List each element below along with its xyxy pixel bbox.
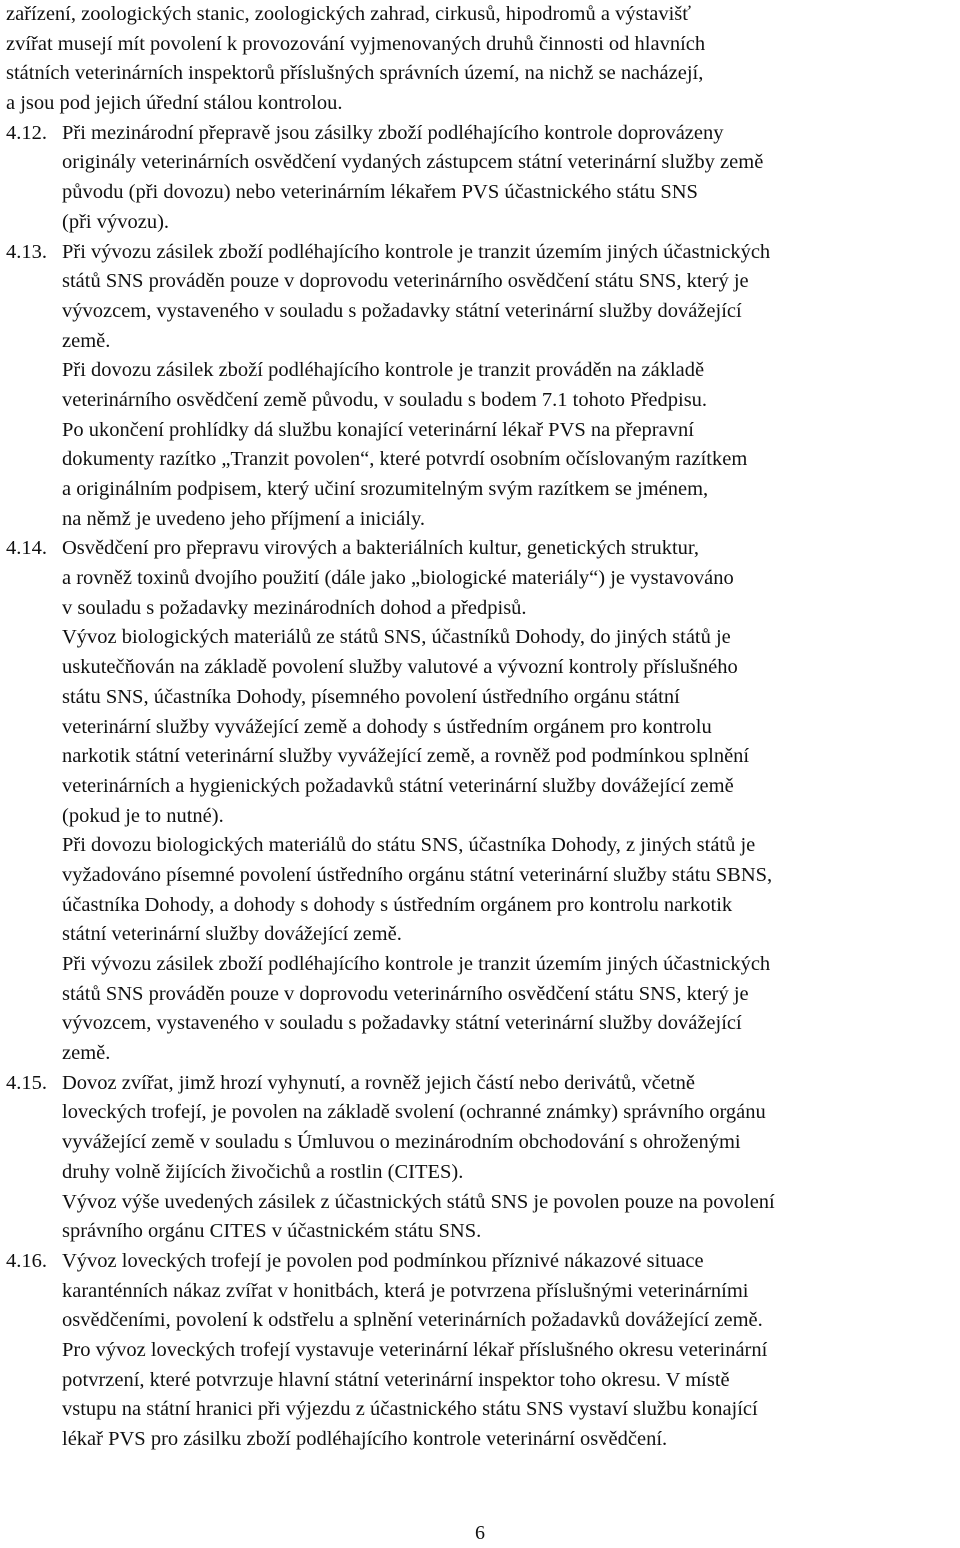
line-text: (při vývozu). <box>62 210 170 233</box>
text-line <box>6 1069 956 1099</box>
text-line <box>6 1158 956 1188</box>
text-line <box>6 1336 956 1366</box>
paragraph <box>6 0 956 119</box>
text-line <box>6 178 956 208</box>
paragraph <box>6 416 956 535</box>
section-number: 4.14. <box>6 537 47 560</box>
paragraph <box>6 1188 956 1247</box>
line-text: Osvědčení pro přepravu virových a bakteriálních kultur, genetických struktur, <box>62 537 700 560</box>
text-line <box>6 386 956 416</box>
text-line <box>6 416 956 446</box>
text-line <box>6 623 956 653</box>
line-text: veterinární služby vyvážející země a dohody s ústředním orgánem pro kontrolu <box>62 715 712 738</box>
line-text: originály veterinárních osvědčení vydaných zástupcem státní veterinární služby země <box>62 151 764 174</box>
line-text: Při vývozu zásilek zboží podléhajícího kontrole je tranzit územím jiných účastnických <box>62 240 771 263</box>
line-text: Při mezinárodní přepravě jsou zásilky zboží podléhajícího kontrole doprovázeny <box>62 121 724 144</box>
line-text: v souladu s požadavky mezinárodních dohod a předpisů. <box>62 596 527 619</box>
numbered-paragraph <box>6 119 956 238</box>
text-line <box>6 89 956 119</box>
line-text: Dovoz zvířat, jimž hrozí vyhynutí, a rovněž jejich částí nebo derivátů, včetně <box>62 1071 695 1094</box>
line-text: Vývoz biologických materiálů ze států SNS, účastníků Dohody, do jiných států je <box>62 626 731 649</box>
numbered-paragraph <box>6 238 956 357</box>
text-line <box>6 1277 956 1307</box>
line-text: uskutečňován na základě povolení služby valutové a vývozní kontroly příslušného <box>62 656 738 679</box>
numbered-paragraph <box>6 1069 956 1188</box>
section-number: 4.12. <box>6 121 47 144</box>
text-line <box>6 327 956 357</box>
paragraph <box>6 623 956 831</box>
line-text: Po ukončení prohlídky dá službu konající veterinární lékař PVS na přepravní <box>62 418 694 441</box>
line-text: státní veterinární služby dovážející země. <box>62 923 402 946</box>
text-line <box>6 119 956 149</box>
text-line <box>6 1039 956 1069</box>
line-text: loveckých trofejí, je povolen na základě svolení (ochranné známky) správního orgánu <box>62 1101 766 1124</box>
line-text: vývozcem, vystaveného v souladu s požadavky státní veterinární služby dovážející <box>62 1012 742 1035</box>
text-line <box>6 1128 956 1158</box>
text-line <box>6 297 956 327</box>
line-text: na němž je uvedeno jeho příjmení a iniciály. <box>62 507 425 530</box>
line-text: narkotik státní veterinární služby vyvážející země, a rovněž pod podmínkou splnění <box>62 745 750 768</box>
paragraph <box>6 950 956 1069</box>
text-line <box>6 980 956 1010</box>
numbered-paragraph <box>6 1247 956 1336</box>
text-line <box>6 59 956 89</box>
line-text: správního orgánu CITES v účastnickém státu SNS. <box>62 1220 482 1243</box>
text-line <box>6 148 956 178</box>
line-text: veterinárního osvědčení země původu, v souladu s bodem 7.1 tohoto Předpisu. <box>62 388 708 411</box>
text-line <box>6 920 956 950</box>
line-text: a jsou pod jejich úřední stálou kontrolou. <box>6 92 343 115</box>
line-text: států SNS prováděn pouze v doprovodu veterinárního osvědčení státu SNS, který je <box>62 270 749 293</box>
text-line <box>6 564 956 594</box>
section-number: 4.16. <box>6 1249 47 1272</box>
line-text: Vývoz výše uvedených zásilek z účastnických států SNS je povolen pouze na povolení <box>62 1190 775 1213</box>
text-line <box>6 1366 956 1396</box>
line-text: účastníka Dohody, a dohody s dohody s ústředním orgánem pro kontrolu narkotik <box>62 893 733 916</box>
line-text: původu (při dovozu) nebo veterinárním lékařem PVS účastnického státu SNS <box>62 181 698 204</box>
line-text: (pokud je to nutné). <box>62 804 224 827</box>
line-text: vyvážející země v souladu s Úmluvou o mezinárodním obchodování s ohroženými <box>62 1131 741 1154</box>
text-line <box>6 950 956 980</box>
line-text: států SNS prováděn pouze v doprovodu veterinárního osvědčení státu SNS, který je <box>62 982 749 1005</box>
text-line <box>6 594 956 624</box>
text-line <box>6 1009 956 1039</box>
text-line <box>6 653 956 683</box>
line-text: veterinárních a hygienických požadavků státní veterinární služby dovážející země <box>62 774 734 797</box>
line-text: karanténních nákaz zvířat v honitbách, která je potvrzena příslušnými veterinárními <box>62 1279 749 1302</box>
line-text: Pro vývoz loveckých trofejí vystavuje veterinární lékař příslušného okresu veterinární <box>62 1338 768 1361</box>
line-text: zařízení, zoologických stanic, zoologických zahrad, cirkusů, hipodromů a výstavišť <box>6 3 692 25</box>
text-line <box>6 505 956 535</box>
text-line <box>6 1425 956 1455</box>
text-line <box>6 238 956 268</box>
line-text: vývozcem, vystaveného v souladu s požadavky státní veterinární služby dovážející <box>62 299 742 322</box>
line-text: vyžadováno písemné povolení ústředního orgánu státní veterinární služby státu SBNS, <box>62 863 773 886</box>
line-text: země. <box>62 329 111 352</box>
text-line <box>6 1306 956 1336</box>
line-text: dokumenty razítko „Tranzit povolen“, které potvrdí osobním očíslovaným razítkem <box>62 448 748 471</box>
text-line <box>6 208 956 238</box>
document-body <box>6 0 956 1455</box>
text-line <box>6 861 956 891</box>
line-text: Vývoz loveckých trofejí je povolen pod podmínkou příznivé nákazové situace <box>62 1249 704 1272</box>
line-text: zvířat musejí mít povolení k provozování vyjmenovaných druhů činnosti od hlavních <box>6 32 706 55</box>
text-line <box>6 772 956 802</box>
text-line <box>6 742 956 772</box>
line-text: druhy volně žijících živočichů a rostlin (CITES). <box>62 1160 464 1183</box>
line-text: Při dovozu zásilek zboží podléhajícího kontrole je tranzit prováděn na základě <box>62 359 705 382</box>
paragraph <box>6 1336 956 1455</box>
page-number: 6 <box>475 1522 485 1544</box>
text-line <box>6 445 956 475</box>
text-line <box>6 683 956 713</box>
text-line <box>6 30 956 60</box>
paragraph <box>6 831 956 950</box>
line-text: státních veterinárních inspektorů příslušných správních území, na nichž se nacházejí, <box>6 62 704 85</box>
text-line <box>6 0 956 30</box>
text-line <box>6 1395 956 1425</box>
paragraph <box>6 356 956 415</box>
line-text: potvrzení, které potvrzuje hlavní státní veterinární inspektor toho okresu. V místě <box>62 1368 730 1391</box>
line-text: Při dovozu biologických materiálů do státu SNS, účastníka Dohody, z jiných států je <box>62 834 756 857</box>
text-line <box>6 267 956 297</box>
line-text: státu SNS, účastníka Dohody, písemného povolení ústředního orgánu státní <box>62 685 680 708</box>
line-text: vstupu na státní hranici při výjezdu z účastnického státu SNS vystaví službu konající <box>62 1398 758 1421</box>
text-line <box>6 1217 956 1247</box>
line-text: a originálním podpisem, který učiní srozumitelným svým razítkem se jménem, <box>62 478 709 500</box>
text-line <box>6 713 956 743</box>
line-text: země. <box>62 1042 111 1065</box>
text-line <box>6 1098 956 1128</box>
text-line <box>6 831 956 861</box>
text-line <box>6 802 956 832</box>
text-line <box>6 356 956 386</box>
text-line <box>6 1188 956 1218</box>
line-text: a rovněž toxinů dvojího použití (dále jako „biologické materiály“) je vystavováno <box>62 567 734 590</box>
numbered-paragraph <box>6 534 956 623</box>
text-line <box>6 1247 956 1277</box>
section-number: 4.15. <box>6 1071 47 1094</box>
text-line <box>6 891 956 921</box>
line-text: Při vývozu zásilek zboží podléhajícího kontrole je tranzit územím jiných účastnických <box>62 953 771 975</box>
section-number: 4.13. <box>6 240 47 263</box>
text-line <box>6 475 956 505</box>
line-text: osvědčeními, povolení k odstřelu a splnění veterinárních požadavků dovážející země. <box>62 1309 763 1332</box>
line-text: lékař PVS pro zásilku zboží podléhajícího kontrole veterinární osvědčení. <box>62 1428 668 1450</box>
text-line <box>6 534 956 564</box>
